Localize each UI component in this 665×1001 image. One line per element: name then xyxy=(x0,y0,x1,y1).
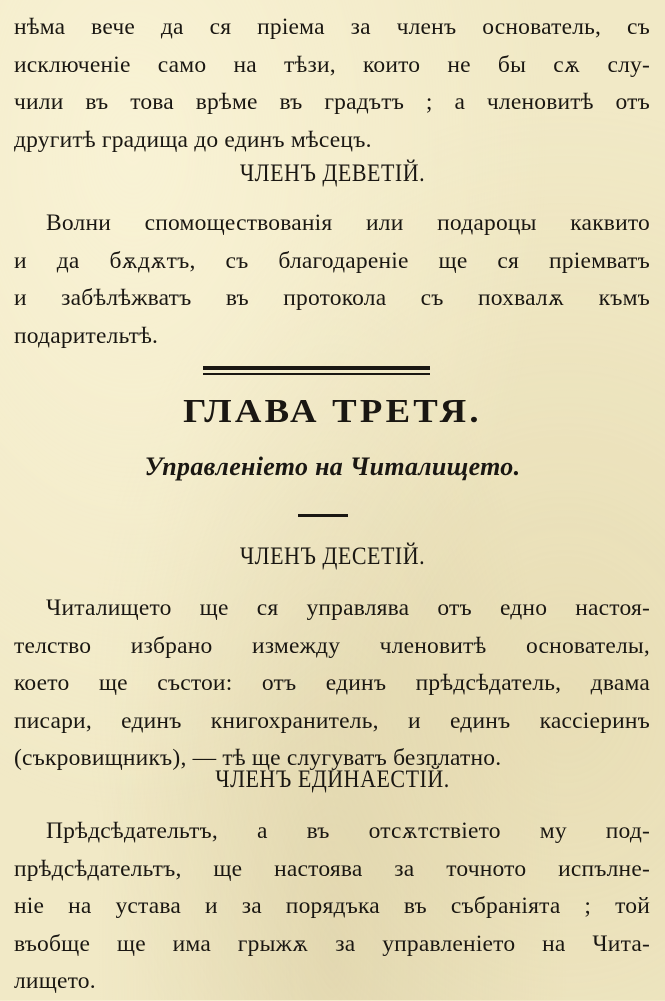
text-line: другитѣ градища до единъ мѣсецъ. xyxy=(14,126,372,153)
article-heading: ЧЛЕНЪ ДЕВЕТІЙ. xyxy=(239,158,426,187)
divider-rule xyxy=(298,514,348,517)
divider-rule xyxy=(203,366,430,370)
text-line: Волни спомоществованія или подароцы каквито xyxy=(46,210,650,236)
paragraph-continuation xyxy=(14,9,650,159)
text-line: ніе на устава и за порядъка въ събраніята ; той xyxy=(14,893,650,919)
chapter-title: ГЛАВА ТРЕТЯ. xyxy=(183,393,482,430)
text-line: подарительтѣ. xyxy=(14,322,159,349)
text-line: лището. xyxy=(14,968,96,994)
article-paragraph xyxy=(14,813,650,1001)
text-line: исключеніе само на тѣзи, които не бы сѫ слу- xyxy=(14,51,650,78)
article-paragraph xyxy=(14,590,650,778)
text-line: въобще ще има грыжѫ за управленіето на Чита- xyxy=(14,930,650,957)
article-heading: ЧЛЕНЪ ЕДИНАЕСТІЙ. xyxy=(215,764,450,793)
text-line: което ще състои: отъ единъ прѣдсѣдатель, двама xyxy=(14,670,650,696)
text-line: телство избрано измежду членовитѣ основателы, xyxy=(14,632,650,659)
text-line: Прѣдсѣдательтъ, а въ отсѫтствіето му под- xyxy=(46,818,650,844)
text-line: прѣдсѣдательтъ, ще настоява за точното испълне- xyxy=(14,855,650,882)
divider-rule xyxy=(203,373,430,375)
text-line: и да бѫдѫтъ, съ благодареніе ще ся пріемватъ xyxy=(14,247,650,274)
text-line: (съкровищникъ), — тѣ ще слугуватъ безплатно. xyxy=(14,745,502,771)
chapter-subtitle: Управленіето на Читалището. xyxy=(144,452,521,481)
text-line: писари, единъ книгохранитель, и единъ кассіеринъ xyxy=(14,707,650,734)
text-line: чили въ това врѣме въ градътъ ; а членовитѣ отъ xyxy=(14,89,650,115)
article-heading: ЧЛЕНЪ ДЕСЕТІЙ. xyxy=(239,541,426,570)
text-line: и забѣлѣжватъ въ протокола съ похвалѫ къмъ xyxy=(14,285,650,311)
article-paragraph xyxy=(14,205,650,355)
text-line: нѣма вече да ся пріема за членъ основатель, съ xyxy=(14,14,650,40)
text-line: Читалището ще ся управлява отъ едно настоя- xyxy=(46,595,650,621)
